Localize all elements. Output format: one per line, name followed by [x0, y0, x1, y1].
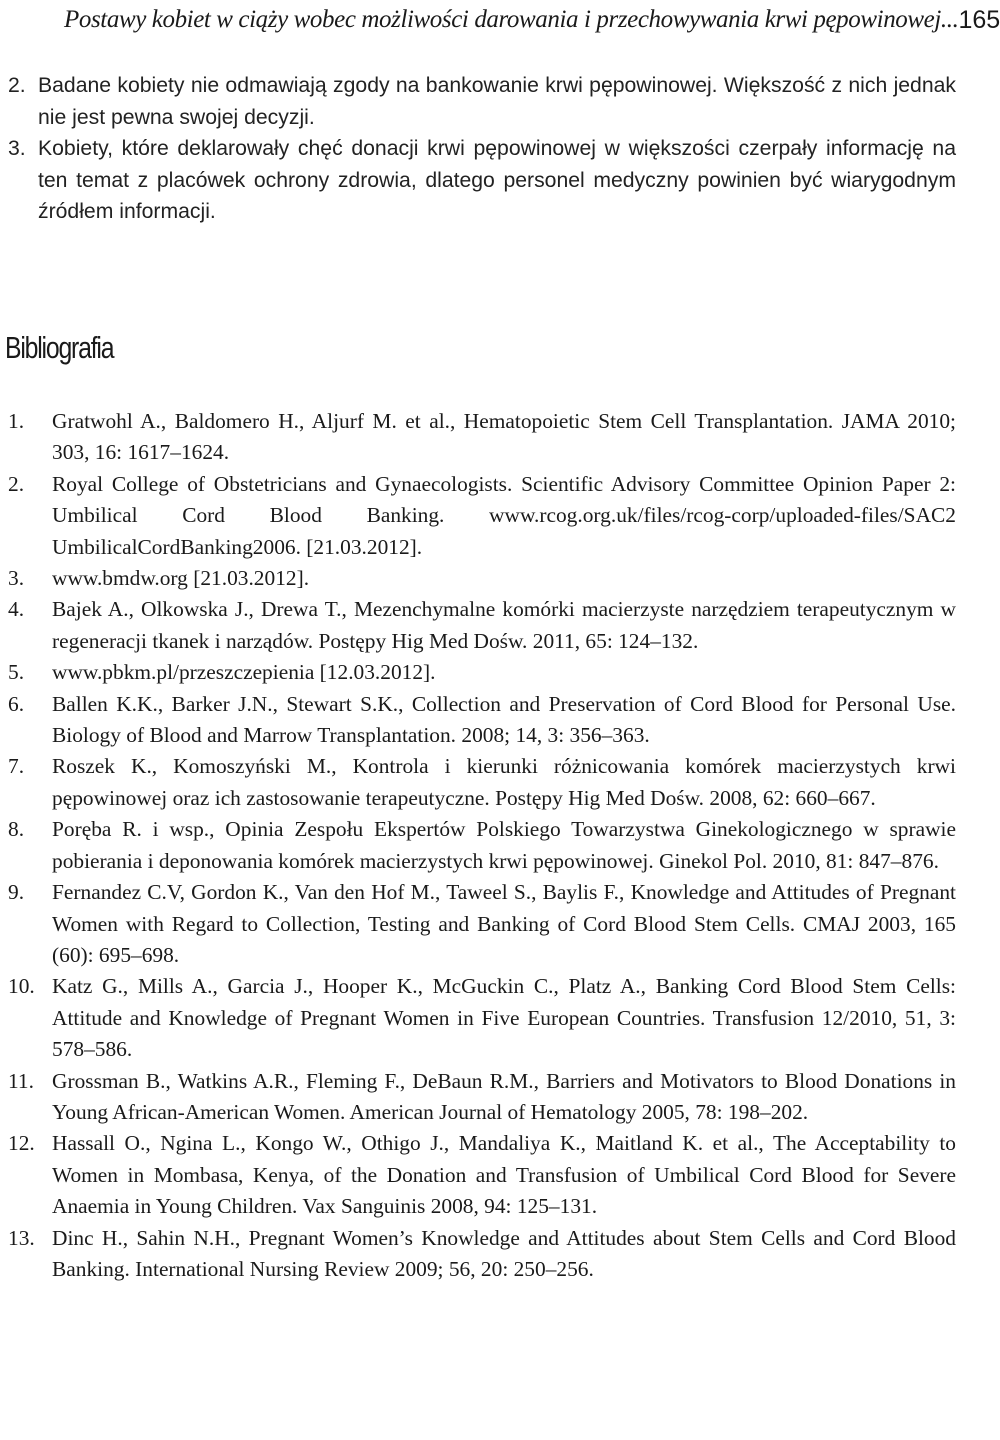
page-number: 165: [958, 5, 1000, 34]
reference-number: 6.: [8, 691, 25, 716]
reference-text: www.bmdw.org [21.03.2012].: [52, 566, 310, 591]
reference-item: [8, 406, 956, 469]
reference-text: Poręba R. i wsp., Opinia Zespołu Ekspertów Polskiego Towarzystwa Ginekologicznego w sprawie pobierania i deponowania komórek macierzystych krwi pępowinowej. Ginekol Pol. 2010, 81: 847–876.: [52, 817, 956, 873]
conclusion-number: 2.: [8, 74, 26, 97]
reference-list: [8, 406, 956, 1285]
reference-number: 9.: [8, 880, 25, 905]
reference-item: [8, 594, 956, 657]
reference-text: Dinc H., Sahin N.H., Pregnant Women’s Knowledge and Attitudes about Stem Cells and Cord Blood Banking. International Nursing Review 2009; 56, 20: 250–256.: [52, 1225, 956, 1281]
reference-item: [8, 971, 956, 1065]
conclusion-text: Kobiety, które deklarowały chęć donacji krwi pępowinowej w większości czerpały informację na ten temat z placówek ochrony zdrowia, dlatego personel medyczny powinien być wiarygodnym źródłem informacji.: [38, 137, 956, 223]
reference-text: Fernandez C.V, Gordon K., Van den Hof M., Taweel S., Baylis F., Knowledge and Attitudes of Pregnant Women with Regard to Collection, Testing and Banking of Cord Blood Stem Cells. CMAJ 2003, 165 (60): 695–698.: [52, 880, 956, 967]
conclusion-number: 3.: [8, 137, 26, 160]
reference-item: [8, 1223, 956, 1286]
reference-item: [8, 657, 956, 688]
running-header: [64, 0, 1000, 40]
conclusion-text: Badane kobiety nie odmawiają zgody na bankowanie krwi pępowinowej. Większość z nich jednak nie jest pewna swojej decyzji.: [38, 74, 956, 129]
reference-text: Bajek A., Olkowska J., Drewa T., Mezenchymalne komórki macierzyste narzędziem terapeutycznym w regeneracji tkanek i narządów. Postępy Hig Med Dośw. 2011, 65: 124–132.: [52, 597, 956, 653]
reference-number: 10.: [8, 974, 35, 999]
running-title: Postawy kobiet w ciąży wobec możliwości darowania i przechowywania krwi pępowinowej...: [64, 6, 959, 33]
reference-number: 3.: [8, 566, 25, 591]
conclusions-list: [8, 70, 956, 228]
reference-item: [8, 877, 956, 971]
reference-item: [8, 1066, 956, 1129]
reference-text: Gratwohl A., Baldomero H., Aljurf M. et al., Hematopoietic Stem Cell Transplantation. JAMA 2010; 303, 16: 1617–1624.: [52, 409, 956, 465]
reference-text: Hassall O., Ngina L., Kongo W., Othigo J., Mandaliya K., Maitland K. et al., The Acceptability to Women in Mombasa, Kenya, of the Donation and Transfusion of Umbilical Cord Blood for Severe Anaemia in Young Children. Vax Sanguinis 2008, 94: 125–131.: [52, 1131, 956, 1219]
conclusion-item: [8, 70, 956, 133]
reference-number: 7.: [8, 754, 25, 779]
reference-number: 13.: [8, 1225, 35, 1250]
reference-number: 11.: [8, 1068, 34, 1093]
reference-item: [8, 814, 956, 877]
conclusion-item: [8, 133, 956, 228]
reference-item: [8, 751, 956, 814]
reference-item: [8, 469, 956, 563]
reference-text: Katz G., Mills A., Garcia J., Hooper K., McGuckin C., Platz A., Banking Cord Blood Stem Cells: Attitude and Knowledge of Pregnant Women in Five European Countries. Transfusion 12/2010, 51, 3: 578–586.: [52, 974, 956, 1062]
reference-item: [8, 1128, 956, 1222]
reference-text: Ballen K.K., Barker J.N., Stewart S.K., Collection and Preservation of Cord Blood for Personal Use. Biology of Blood and Marrow Transplantation. 2008; 14, 3: 356–363.: [52, 691, 956, 748]
reference-number: 12.: [8, 1131, 35, 1156]
reference-number: 2.: [8, 471, 25, 496]
reference-number: 1.: [8, 409, 25, 433]
bibliography-heading: Bibliografia: [5, 330, 114, 365]
reference-number: 8.: [8, 817, 25, 842]
reference-item: [8, 563, 956, 594]
reference-item: [8, 689, 956, 752]
reference-text: Royal College of Obstetricians and Gynaecologists. Scientific Advisory Committee Opinion Paper 2: Umbilical Cord Blood Banking. www.rcog.org.uk/files/rcog-corp/uploaded-files/SAC2 UmbilicalCordBanking2006. [21.03.2012].: [52, 471, 956, 559]
reference-text: Roszek K., Komoszyński M., Kontrola i kierunki różnicowania komórek macierzystych krwi pępowinowej oraz ich zastosowanie terapeutyczne. Postępy Hig Med Dośw. 2008, 62: 660–667.: [52, 754, 956, 810]
reference-number: 4.: [8, 597, 25, 622]
reference-text: Grossman B., Watkins A.R., Fleming F., DeBaun R.M., Barriers and Motivators to Blood Donations in Young African-American Women. American Journal of Hematology 2005, 78: 198–202.: [52, 1068, 956, 1124]
reference-number: 5.: [8, 660, 25, 685]
reference-text: www.pbkm.pl/przeszczepienia [12.03.2012].: [52, 660, 436, 685]
